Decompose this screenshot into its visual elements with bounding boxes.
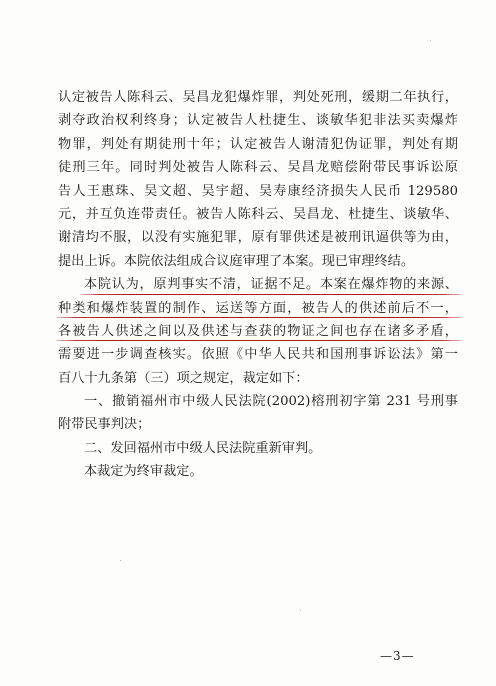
text-line: 认定被告人陈科云、吴昌龙犯爆炸罪，判处死刑，缓期二年执行， — [58, 90, 458, 105]
scan-speck — [120, 560, 121, 561]
red-underline — [56, 340, 462, 341]
text-line: 谢清均不服，以没有实施犯罪，原有罪供述是被刑讯逼供等为由， — [58, 230, 458, 246]
text-line: 附带民事判决； — [58, 417, 151, 433]
text-line: 物罪，判处有期徒刑十年；认定被告人谢清犯伪证罪，判处有期 — [58, 136, 458, 152]
text-line: 元，并互负连带责任。被告人陈科云、吴昌龙、杜捷生、谈敏华、 — [58, 206, 458, 222]
underlined-line — [58, 320, 458, 343]
underlined-line — [58, 273, 458, 296]
text-line: 告人王惠珠、吴文超、吴宇超、吴寿康经济损失人民币 129580 — [58, 183, 458, 199]
text-line: 提出上诉。本院依法组成合议庭审理了本案。现已审理终结。 — [58, 253, 415, 269]
text-line: 本院认为，原判事实不清，证据不足。本案在爆炸物的来源、 — [84, 277, 458, 293]
scan-speck — [300, 610, 301, 611]
underlined-line — [58, 297, 458, 320]
scan-speck — [430, 40, 431, 41]
red-underline — [80, 294, 462, 295]
text-line: 需要进一步调查核实。依照《中华人民共和国刑事诉讼法》第一 — [58, 347, 458, 363]
text-line: 一、撤销福州市中级人民法院(2002)榕刑初字第 231 号刑事 — [84, 394, 458, 410]
text-line: 种类和爆炸装置的制作、运送等方面，被告人的供述前后不一， — [58, 300, 458, 316]
text-line: 徒刑三年。同时判处被告人陈科云、吴昌龙赔偿附带民事诉讼原 — [58, 160, 458, 176]
red-underline — [56, 317, 462, 318]
text-line: 二、发回福州市中级人民法院重新审判。 — [84, 440, 322, 456]
text-line: 百八十九条第（三）项之规定，裁定如下： — [58, 370, 309, 386]
document-body — [58, 86, 458, 484]
page-number: —3— — [380, 649, 415, 663]
text-line: 各被告人供述之间以及供述与查获的物证之间也存在诸多矛盾， — [58, 323, 458, 339]
text-line: 本裁定为终审裁定。 — [84, 464, 203, 480]
text-line: 剥夺政治权利终身；认定被告人杜捷生、谈敏华犯非法买卖爆炸 — [58, 113, 458, 129]
